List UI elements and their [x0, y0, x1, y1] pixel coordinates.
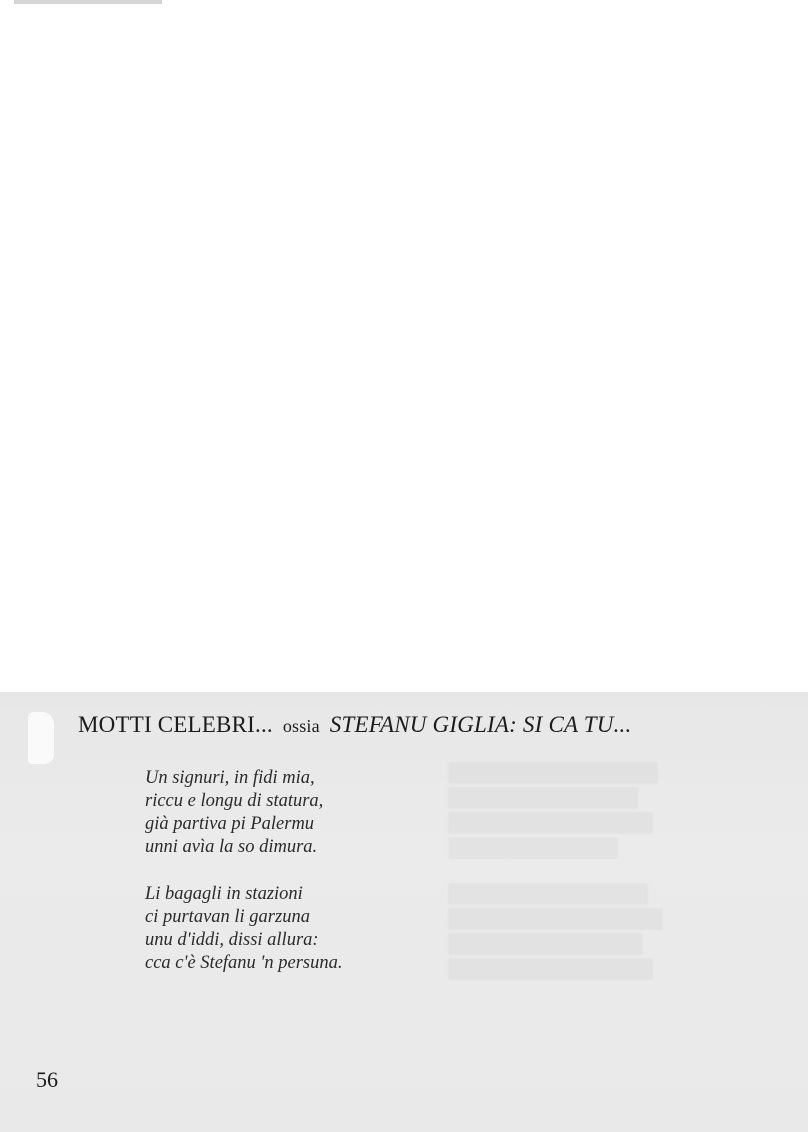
poem — [145, 767, 342, 999]
title-connector: ossia — [282, 716, 320, 736]
bleed-through-text — [448, 762, 663, 983]
verse-line: riccu e longu di statura, — [145, 791, 324, 811]
page-number: 56 — [36, 1067, 58, 1092]
scanned-page — [0, 692, 808, 1132]
title-main: MOTTI CELEBRI... — [78, 712, 273, 737]
page-edge-mark — [28, 712, 54, 764]
verse-line: Un signuri, in fidi mia, — [145, 768, 315, 788]
verse-line: unni avìa la so dimura. — [145, 837, 318, 857]
verse-line: ci purtavan li garzuna — [145, 907, 310, 927]
verse-line: già partiva pi Palermu — [145, 814, 315, 834]
verse-line: unu d'iddi, dissi allura: — [145, 930, 319, 950]
stanza-2 — [145, 883, 342, 975]
top-edge-mark — [14, 0, 162, 4]
page-title — [78, 712, 631, 738]
verse-line: Li bagagli in stazioni — [145, 884, 303, 904]
title-subtitle: STEFANU GIGLIA: SI CA TU... — [329, 712, 632, 737]
verse-line: cca c'è Stefanu 'n persuna. — [145, 953, 343, 973]
stanza-1 — [145, 767, 342, 859]
